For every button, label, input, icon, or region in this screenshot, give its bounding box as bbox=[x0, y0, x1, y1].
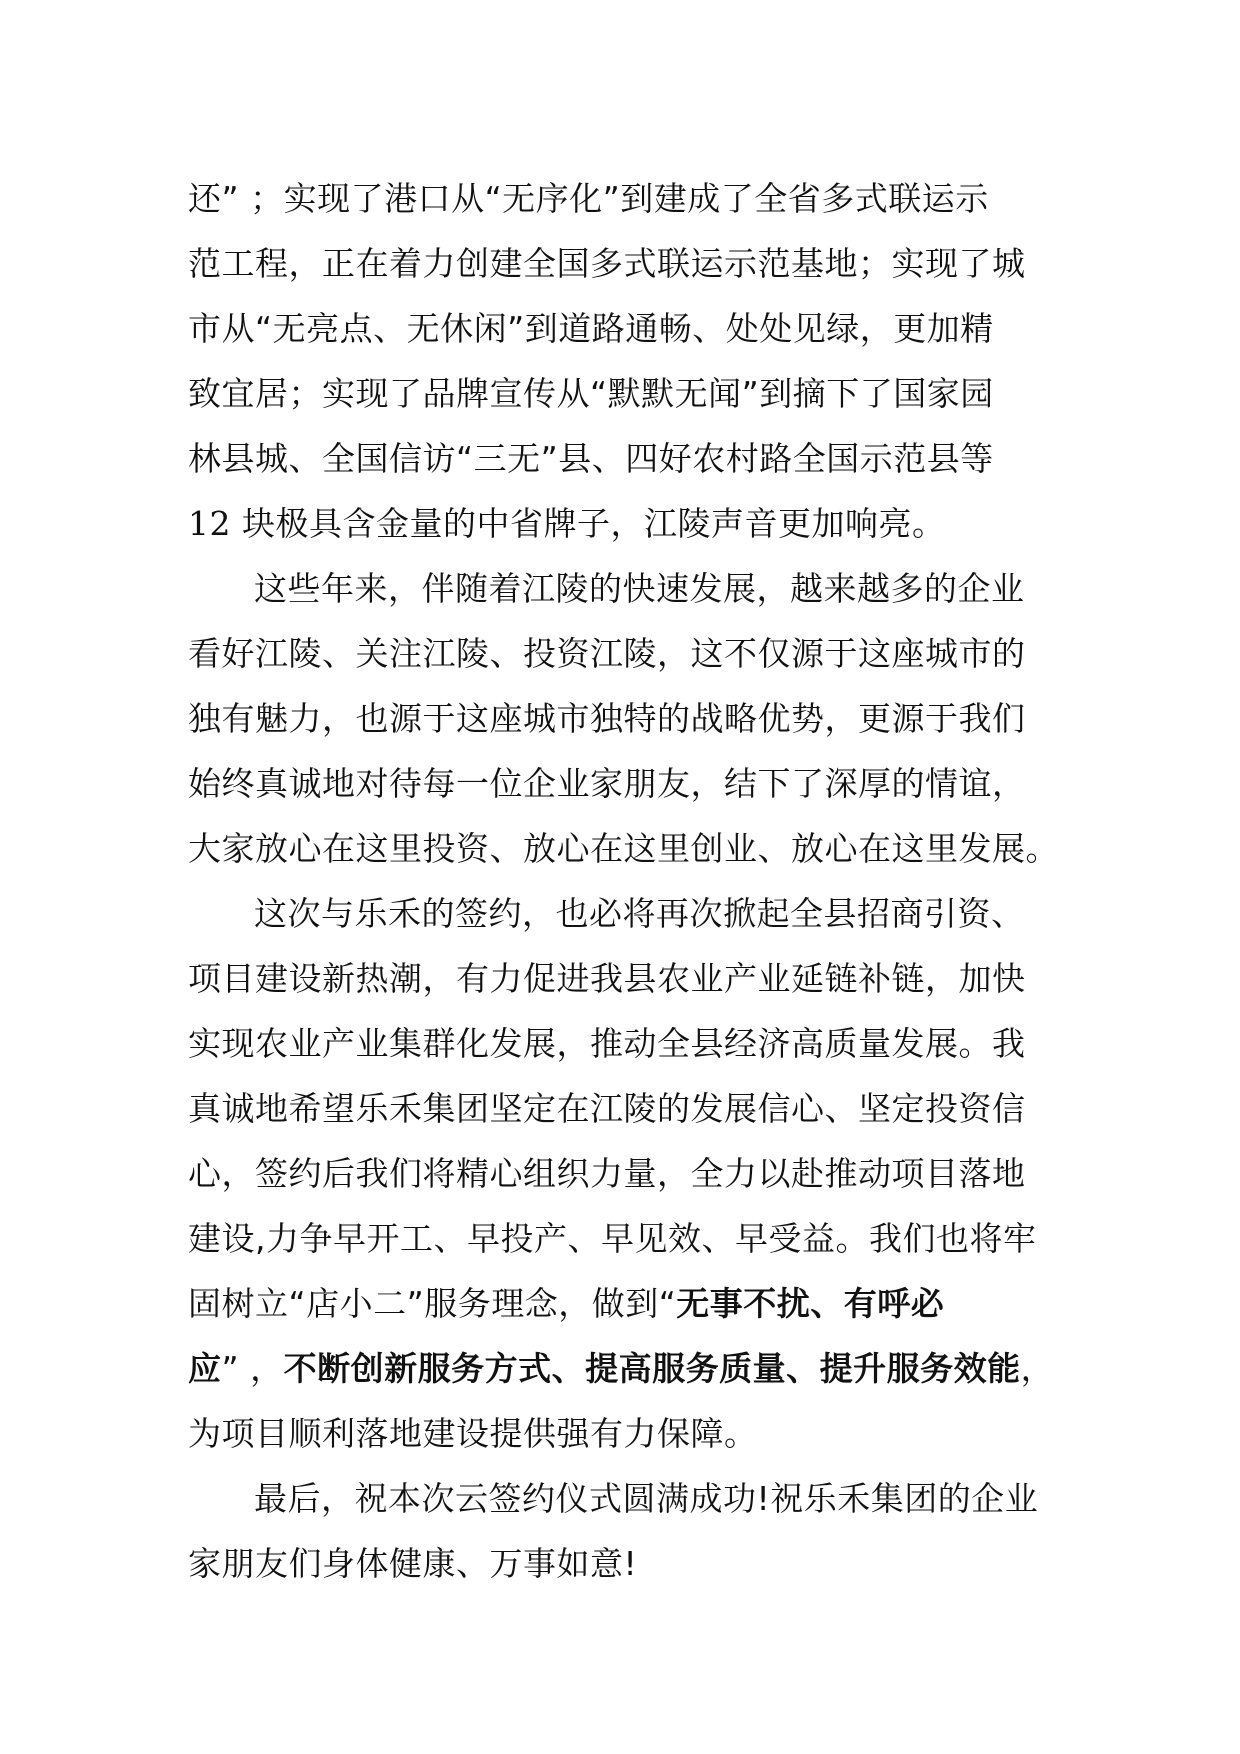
line-text: 家朋友们身体健康、万事如意! bbox=[188, 1544, 638, 1583]
text-line bbox=[188, 1531, 1078, 1596]
line-text: 真诚地希望乐禾集团坚定在江陵的发展信心、坚定投资信 bbox=[188, 1089, 1026, 1128]
paragraph-first-line bbox=[188, 881, 1078, 946]
text-line bbox=[188, 1271, 1078, 1336]
line-text: 实现农业产业集群化发展，推动全县经济高质量发展。我 bbox=[188, 1024, 1026, 1063]
line-text: 致宜居；实现了品牌宣传从“默默无闻”到摘下了国家园 bbox=[188, 374, 994, 413]
paragraph-first-line bbox=[188, 1466, 1078, 1531]
text-line bbox=[188, 1336, 1078, 1401]
line-text: ” ， bbox=[221, 1349, 284, 1388]
text-line bbox=[188, 751, 1078, 816]
line-text: 固树立“店小二”服务理念，做到“ bbox=[188, 1284, 677, 1323]
text-line bbox=[188, 1141, 1078, 1206]
line-text: 大家放心在这里投资、放心在这里创业、放心在这里发展。 bbox=[188, 829, 1059, 868]
line-text: 始终真诚地对待每一位企业家朋友，结下了深厚的情谊， bbox=[188, 764, 1026, 803]
line-text: 最后，祝本次云签约仪式圆满成功!祝乐禾集团的企业 bbox=[254, 1479, 1039, 1518]
line-text: 心，签约后我们将精心组织力量，全力以赴推动项目落地 bbox=[188, 1154, 1026, 1193]
bold-text: 无事不扰、有呼必 bbox=[676, 1284, 945, 1323]
text-line bbox=[188, 361, 1078, 426]
line-text: 市从“无亮点、无休闲”到道路通畅、处处见绿，更加精 bbox=[188, 309, 994, 348]
text-line bbox=[188, 1076, 1078, 1141]
text-line bbox=[188, 686, 1078, 751]
line-text: 为项目顺利落地建设提供强有力保障。 bbox=[188, 1414, 758, 1453]
text-line bbox=[188, 946, 1078, 1011]
text-line bbox=[188, 1011, 1078, 1076]
text-line bbox=[188, 1206, 1078, 1271]
line-text: 看好江陵、关注江陵、投资江陵，这不仅源于这座城市的 bbox=[188, 634, 1026, 673]
line-text: 范工程，正在着力创建全国多式联运示范基地；实现了城 bbox=[188, 244, 1026, 283]
text-line bbox=[188, 491, 1078, 556]
line-text: 建设,力争早开工、早投产、早见效、早受益。我们也将牢 bbox=[188, 1219, 1037, 1258]
bold-text: 应 bbox=[188, 1349, 222, 1388]
text-line bbox=[188, 296, 1078, 361]
bold-text: 不断创新服务方式、提高服务质量、提升服务效能 bbox=[283, 1349, 1021, 1388]
text-line bbox=[188, 816, 1078, 881]
line-text: 林县城、全国信访“三无”县、四好农村路全国示范县等 bbox=[188, 439, 994, 478]
text-line bbox=[188, 621, 1078, 686]
text-line bbox=[188, 231, 1078, 296]
line-text: 这次与乐禾的签约，也必将再次掀起全县招商引资、 bbox=[254, 894, 1025, 933]
text-line bbox=[188, 166, 1078, 231]
line-text: 独有魅力，也源于这座城市独特的战略优势，更源于我们 bbox=[188, 699, 1026, 738]
line-text: 这些年来，伴随着江陵的快速发展，越来越多的企业 bbox=[254, 569, 1025, 608]
paragraph-first-line bbox=[188, 556, 1078, 621]
line-text: 项目建设新热潮，有力促进我县农业产业延链补链，加快 bbox=[188, 959, 1026, 998]
line-text: 还” ；实现了港口从“无序化”到建成了全省多式联运示 bbox=[188, 179, 989, 218]
line-text: 块极具含金量的中省牌子，江陵声音更加响亮。 bbox=[231, 504, 946, 543]
document-body bbox=[188, 166, 1078, 1596]
text-line bbox=[188, 426, 1078, 491]
line-number-text: 12 bbox=[188, 504, 231, 543]
line-text: ， bbox=[1020, 1349, 1055, 1388]
text-line bbox=[188, 1401, 1078, 1466]
